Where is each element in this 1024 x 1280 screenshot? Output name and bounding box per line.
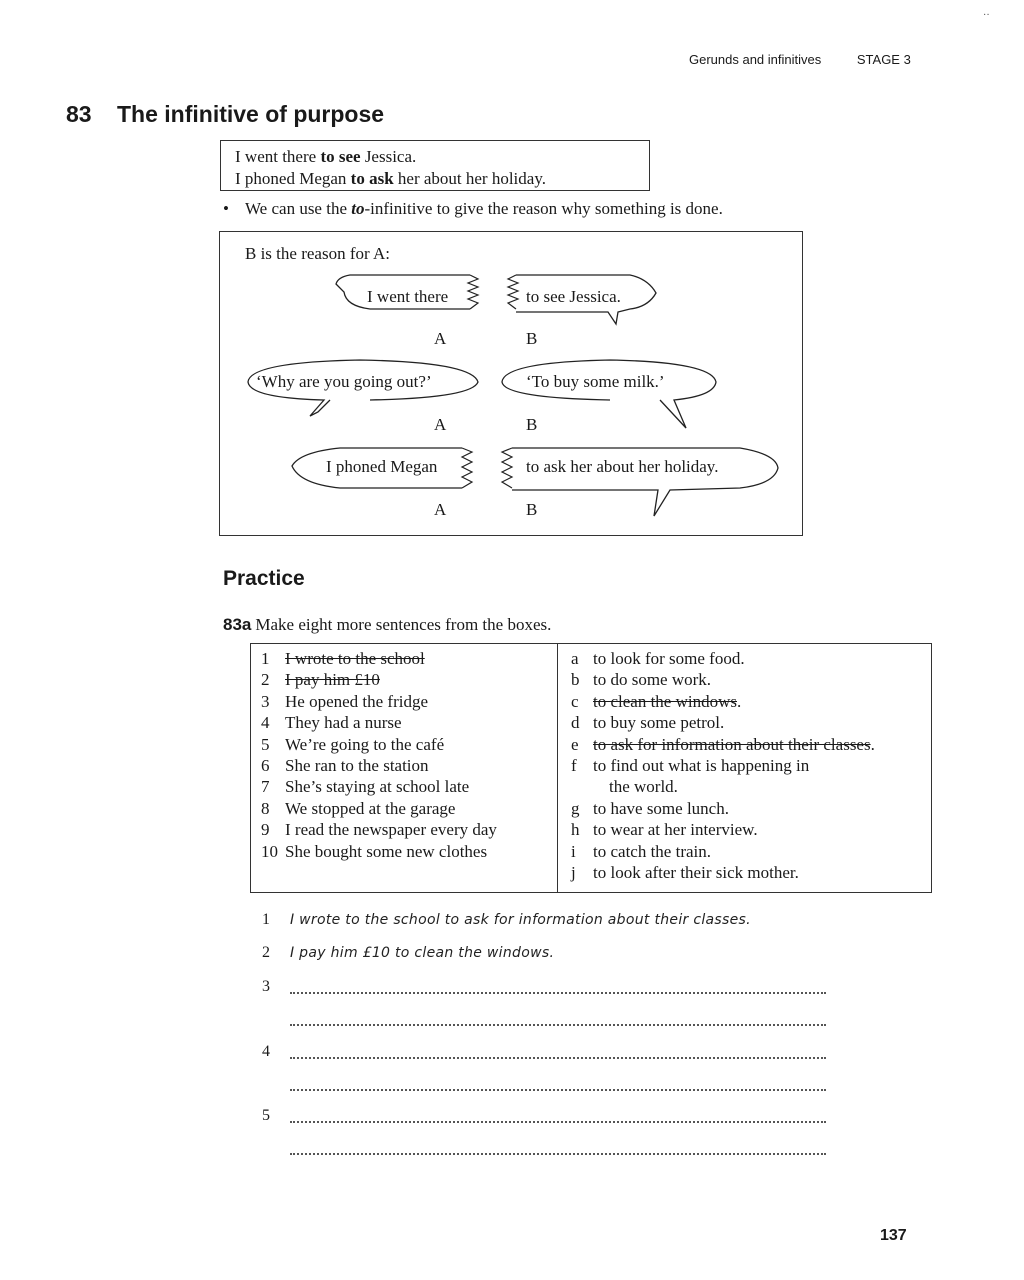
example-bold: to ask [350, 169, 394, 188]
bubble-b-3-text: to ask her about her holiday. [526, 457, 719, 476]
item-letter: i [571, 841, 576, 861]
item-text: to look for some food. [593, 649, 745, 668]
jagged-edge-b-1 [508, 275, 518, 309]
item-text: to do some work. [593, 670, 712, 690]
item-number: 2 [261, 670, 270, 690]
label-b-3: B [526, 500, 538, 519]
item-text: to catch the train. [593, 841, 712, 861]
purpose-ending-item [571, 712, 875, 733]
sentence-start-item [261, 819, 497, 840]
dotted-write-line[interactable] [290, 1089, 826, 1091]
rule-text: We can use the [245, 199, 352, 218]
item-letter: d [571, 713, 580, 733]
item-text: to have some lunch. [593, 798, 729, 818]
example-text: her about her holiday. [393, 169, 546, 188]
purpose-ending-item [571, 798, 875, 819]
answer-number: 3 [262, 978, 270, 995]
dotted-write-line[interactable] [290, 1057, 826, 1059]
answer-line[interactable] [262, 1107, 290, 1125]
item-letter: c [571, 691, 579, 711]
example-text: I phoned Megan [235, 169, 351, 188]
section-number: 83 [66, 101, 92, 127]
answer-line [262, 944, 554, 962]
purpose-ending-item [571, 691, 875, 712]
page-number: 137 [880, 1227, 907, 1244]
answer-number: 5 [262, 1107, 270, 1124]
item-text: to clean the windows [593, 691, 737, 711]
answer-number: 4 [262, 1043, 270, 1060]
reason-diagram [219, 231, 803, 536]
rule-emphasis: to [351, 199, 365, 218]
matching-box [250, 643, 932, 893]
item-text: to buy some petrol. [593, 713, 725, 733]
section-heading: The infinitive of purpose [117, 101, 385, 127]
label-a-1: A [434, 329, 447, 348]
item-letter: h [571, 820, 580, 840]
bubble-b-2-text: ‘To buy some milk.’ [526, 372, 665, 391]
column-divider [557, 644, 558, 892]
item-number: 6 [261, 756, 270, 776]
item-number: 8 [261, 798, 270, 818]
running-header [689, 52, 911, 67]
sentence-starts-column [261, 648, 497, 862]
practice-title: Practice [223, 567, 305, 590]
purpose-endings-column [571, 648, 875, 883]
sentence-start-item [261, 734, 497, 755]
section-title [66, 101, 384, 128]
bubble-a-3-text: I phoned Megan [326, 457, 438, 476]
bullet-icon: • [223, 199, 229, 218]
dotted-write-line[interactable] [290, 1024, 826, 1026]
sentence-start-item [261, 648, 497, 669]
label-a-2: A [434, 415, 447, 434]
item-letter: j [571, 863, 576, 883]
sentence-start-item [261, 691, 497, 712]
item-number: 3 [261, 691, 270, 711]
item-tail: . [737, 691, 742, 711]
item-text: I pay him £10 [285, 670, 380, 690]
bubble-a-1-text: I went there [367, 287, 449, 306]
diagram-caption: B is the reason for A: [245, 244, 390, 263]
purpose-ending-item [571, 819, 875, 840]
item-letter: g [571, 798, 580, 818]
item-text: She bought some new clothes [285, 841, 488, 861]
jagged-edge-b-3 [502, 448, 512, 488]
example-text: I went there [235, 147, 321, 166]
example-bold: to see [320, 147, 361, 166]
item-letter: b [571, 670, 580, 690]
item-text: She’s staying at school late [285, 777, 470, 797]
item-tail: . [870, 734, 875, 754]
rule-note [223, 199, 723, 219]
dotted-write-line[interactable] [290, 992, 826, 994]
item-text: I wrote to the school [285, 649, 425, 668]
sentence-start-item [261, 776, 497, 797]
instruction-text: Make eight more sentences from the boxes. [255, 615, 552, 634]
purpose-ending-item [571, 841, 875, 862]
dotted-write-line[interactable] [290, 1153, 826, 1155]
answer-line[interactable] [262, 978, 290, 996]
item-text: We stopped at the garage [285, 798, 456, 818]
purpose-ending-item [571, 862, 875, 883]
answer-line [262, 911, 751, 929]
purpose-ending-item [571, 755, 875, 776]
speech-bubbles-diagram [220, 232, 804, 537]
item-number: 5 [261, 734, 270, 754]
item-letter: a [571, 649, 579, 668]
exercise-code: 83a [223, 615, 252, 634]
exercise-instruction [223, 615, 551, 635]
bubble-b-1-text: to see Jessica. [526, 287, 621, 306]
answer-number: 2 [262, 944, 270, 961]
item-text: He opened the fridge [285, 691, 429, 711]
chapter-title: Gerunds and infinitives [689, 52, 822, 67]
example-text: Jessica. [360, 147, 417, 166]
jagged-edge-a-1 [468, 275, 478, 309]
item-number: 4 [261, 713, 270, 733]
purpose-ending-item [571, 776, 875, 797]
item-text: to ask for information about their classes [593, 734, 871, 754]
sentence-start-item [261, 798, 497, 819]
example-line-1 [235, 146, 635, 168]
example-box [220, 140, 650, 191]
jagged-edge-a-3 [462, 448, 472, 488]
sentence-start-item [261, 755, 497, 776]
item-number: 7 [261, 777, 270, 797]
label-b-2: B [526, 415, 538, 434]
label-b-1: B [526, 329, 538, 348]
item-text: the world. [609, 777, 678, 797]
answer-number: 1 [262, 911, 270, 928]
item-text: I read the newspaper every day [285, 820, 497, 840]
sentence-start-item [261, 841, 497, 862]
stage-label: STAGE 3 [856, 52, 911, 67]
item-text: She ran to the station [285, 756, 429, 776]
bubble-a-2-text: ‘Why are you going out?’ [256, 372, 432, 391]
item-text: They had a nurse [285, 713, 402, 733]
item-letter: f [571, 756, 577, 776]
purpose-ending-item [571, 648, 875, 669]
sentence-start-item [261, 669, 497, 690]
sentence-start-item [261, 712, 497, 733]
answer-line[interactable] [262, 1043, 290, 1061]
item-number: 10 [261, 841, 278, 861]
handwritten-answer: I wrote to the school to ask for information about their classes. [290, 912, 751, 928]
item-text: to wear at her interview. [593, 820, 758, 840]
item-letter: e [571, 734, 579, 754]
dotted-write-line[interactable] [290, 1121, 826, 1123]
item-number: 1 [261, 649, 270, 668]
item-text: We’re going to the café [285, 734, 445, 754]
example-line-2 [235, 168, 635, 190]
rule-text: -infinitive to give the reason why something is done. [364, 199, 723, 218]
item-text: to find out what is happening in [593, 756, 810, 776]
label-a-3: A [434, 500, 447, 519]
item-number: 9 [261, 820, 270, 840]
item-text: to look after their sick mother. [593, 863, 799, 883]
corner-mark: ·· [983, 10, 990, 21]
purpose-ending-item [571, 669, 875, 690]
handwritten-answer: I pay him £10 to clean the windows. [290, 945, 555, 961]
purpose-ending-item [571, 734, 875, 755]
